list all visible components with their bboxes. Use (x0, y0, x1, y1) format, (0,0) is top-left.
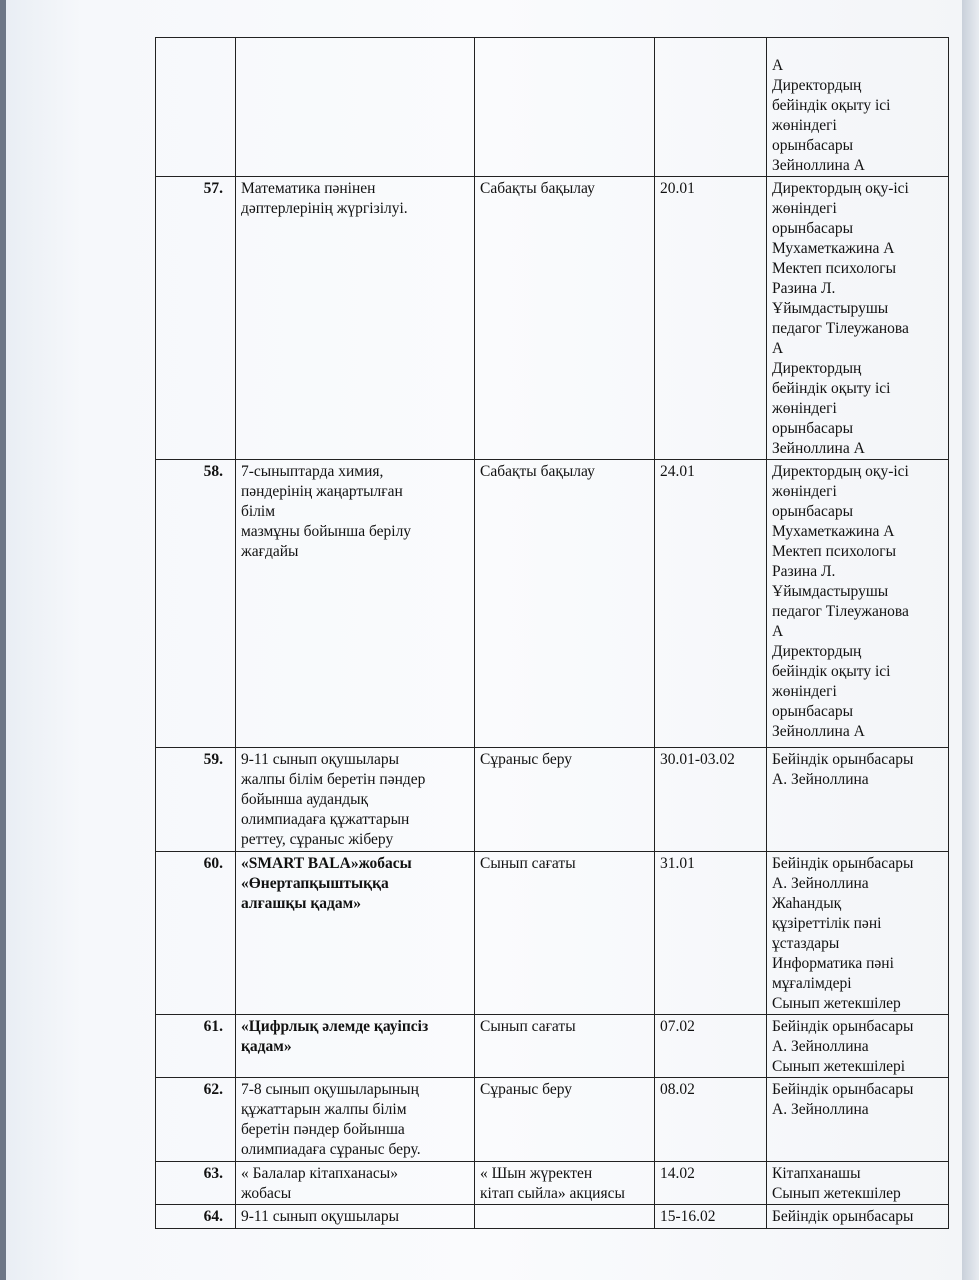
row-form: Сабақты бақылау (475, 460, 655, 748)
row-date: 30.01-03.02 (655, 748, 767, 852)
row-form (475, 1205, 655, 1229)
row-date: 15-16.02 (655, 1205, 767, 1229)
plan-table-container (155, 37, 949, 1229)
row-date: 14.02 (655, 1162, 767, 1205)
row-form (475, 38, 655, 177)
row-date: 08.02 (655, 1078, 767, 1162)
row-form: « Шын жүректен кітап сыйла» акциясы (475, 1162, 655, 1205)
row-number: 60. (156, 852, 236, 1015)
row-number (156, 38, 236, 177)
row-responsible: Директордың оқу-ісі жөніндегі орынбасары Мухаметкажина А Мектеп психологы Разина Л. Ұйымдастырушы педагог Тілеужанова А Директордың бейіндік оқыту ісі жөніндегі орынбасары Зейноллина А (767, 177, 949, 460)
row-date: 07.02 (655, 1015, 767, 1078)
row-number: 58. (156, 460, 236, 748)
row-event: Математика пәнінен дәптерлерінің жүргізілуі. (236, 177, 475, 460)
table-row (156, 38, 949, 177)
row-date (655, 38, 767, 177)
table-row (156, 1162, 949, 1205)
row-number: 64. (156, 1205, 236, 1229)
row-event: «SMART BALA»жобасы «Өнертапқыштыққа алғашқы қадам» (236, 852, 475, 1015)
row-responsible: А Директордың бейіндік оқыту ісі жөніндегі орынбасары Зейноллина А (767, 38, 949, 177)
row-number: 59. (156, 748, 236, 852)
row-date: 20.01 (655, 177, 767, 460)
row-event: 7-сыныптарда химия, пәндерінің жаңартылған білім мазмұны бойынша берілу жағдайы (236, 460, 475, 748)
plan-table (155, 37, 949, 1229)
row-responsible: Бейіндік орынбасары А. Зейноллина Жаһандық құзіреттілік пәні ұстаздары Информатика пәні мұғалімдері Сынып жетекшілер (767, 852, 949, 1015)
table-row (156, 852, 949, 1015)
table-row (156, 1205, 949, 1229)
table-row (156, 177, 949, 460)
row-responsible: Бейіндік орынбасары (767, 1205, 949, 1229)
row-form: Сынып сағаты (475, 852, 655, 1015)
row-form: Сабақты бақылау (475, 177, 655, 460)
table-row (156, 1078, 949, 1162)
row-number: 63. (156, 1162, 236, 1205)
row-responsible: Кітапханашы Сынып жетекшілер (767, 1162, 949, 1205)
row-event: 7-8 сынып оқушыларының құжаттарын жалпы білім беретін пәндер бойынша олимпиадаға сұраныс беру. (236, 1078, 475, 1162)
row-form: Сұраныс беру (475, 1078, 655, 1162)
row-form: Сұраныс беру (475, 748, 655, 852)
row-date: 31.01 (655, 852, 767, 1015)
row-responsible: Бейіндік орынбасары А. Зейноллина Сынып жетекшілері (767, 1015, 949, 1078)
row-event: «Цифрлық әлемде қауіпсіз қадам» (236, 1015, 475, 1078)
row-responsible: Бейіндік орынбасары А. Зейноллина (767, 748, 949, 852)
row-responsible: Бейіндік орынбасары А. Зейноллина (767, 1078, 949, 1162)
row-event (236, 38, 475, 177)
row-responsible: Директордың оқу-ісі жөніндегі орынбасары Мухаметкажина А Мектеп психологы Разина Л. Ұйымдастырушы педагог Тілеужанова А Директордың бейіндік оқыту ісі жөніндегі орынбасары Зейноллина А (767, 460, 949, 748)
table-row (156, 460, 949, 748)
row-number: 61. (156, 1015, 236, 1078)
table-row (156, 1015, 949, 1078)
paper-edge (962, 0, 979, 1280)
row-event: 9-11 сынып оқушылары (236, 1205, 475, 1229)
row-number: 57. (156, 177, 236, 460)
row-form: Сынып сағаты (475, 1015, 655, 1078)
row-event: « Балалар кітапханасы» жобасы (236, 1162, 475, 1205)
row-event: 9-11 сынып оқушылары жалпы білім беретін пәндер бойынша аудандық олимпиадаға құжаттарын реттеу, сұраныс жіберу (236, 748, 475, 852)
table-row (156, 748, 949, 852)
row-number: 62. (156, 1078, 236, 1162)
row-date: 24.01 (655, 460, 767, 748)
